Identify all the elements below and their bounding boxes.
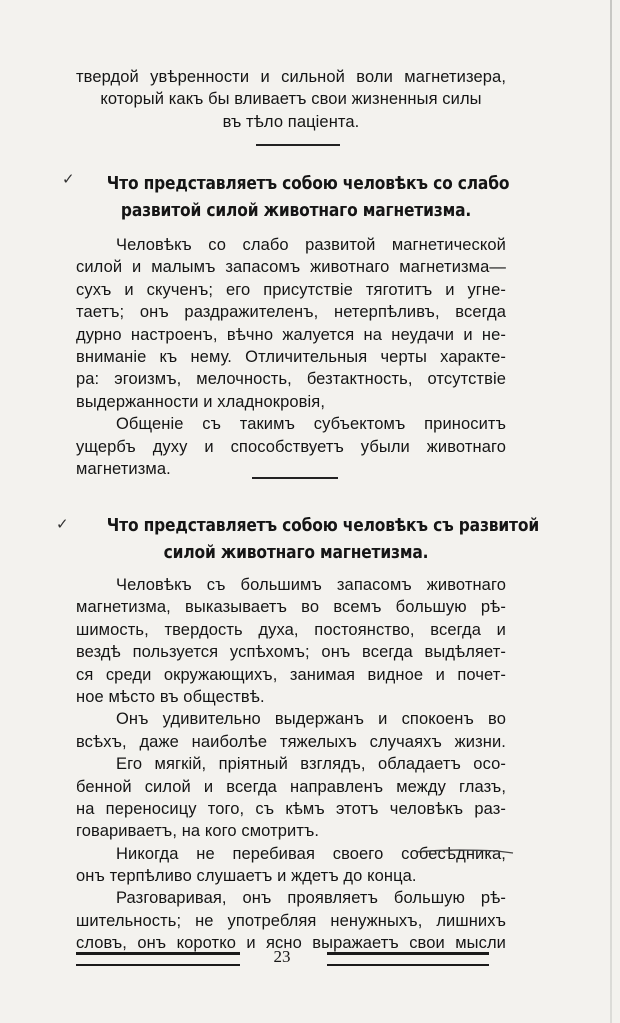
section2-body	[76, 574, 506, 955]
section2-title	[106, 512, 540, 566]
text-line: Общенiе съ такимъ субъектомъ приноситъ	[116, 415, 506, 434]
footer-rule-right	[327, 952, 489, 966]
text-line: вездѣ пользуется успѣхомъ; онъ всегда выдѣляет-	[76, 643, 506, 662]
pencil-underline	[415, 846, 515, 856]
text-line: Человѣкъ съ большимъ запасомъ животнаго	[116, 576, 506, 594]
pencil-check-mark: ✓	[56, 515, 69, 533]
text-line: онъ терпѣливо слушаетъ и ждетъ до конца.	[76, 867, 417, 886]
text-line: дурно настроенъ, вѣчно жалуется на неудачи и не-	[76, 325, 506, 344]
text-line: ся среди окружающихъ, занимая видное и почет-	[76, 665, 506, 684]
section-divider	[252, 477, 338, 479]
text-line: твердой увѣренности и сильной воли магнетизера,	[76, 68, 506, 86]
text-line: ра: эгоизмъ, мелочность, безтактность, отсутствiе	[76, 370, 506, 389]
text-line: Никогда не перебивая своего собесѣдника,	[116, 844, 506, 863]
section1-title	[106, 170, 510, 224]
text-line: говариваетъ, на кого смотритъ.	[76, 822, 320, 841]
text-line: который какъ бы вливаетъ свои жизненныя силы	[100, 90, 482, 109]
footer-rule-left	[76, 952, 240, 966]
text-line: словъ, онъ коротко и ясно выражаетъ свои мысли	[76, 934, 506, 953]
text-line: Разговаривая, онъ проявляетъ большую рѣ-	[116, 889, 506, 908]
text-line: выдержанности и хладнокровiя,	[76, 392, 326, 411]
text-line: силой и малымъ запасомъ животнаго магнетизма—	[76, 258, 506, 277]
pencil-check-mark: ✓	[62, 170, 75, 188]
title-line: Что представляетъ собою человѣкъ со слабо	[106, 173, 510, 194]
text-line: шимость, твердость духа, постоянство, всегда и	[76, 620, 506, 639]
text-line: всѣхъ, даже наиболѣе тяжелыхъ случаяхъ жизни.	[76, 732, 506, 751]
text-line: вниманiе къ нему. Отличительныя черты характе-	[76, 347, 506, 366]
text-line: Человѣкъ со слабо развитой магнетической	[116, 236, 506, 254]
text-line: шительность; не употребляя ненужныхъ, лишнихъ	[76, 911, 506, 930]
title-line: развитой силой животнаго магнетизма.	[120, 200, 472, 221]
text-line: Его мягкiй, прiятный взглядъ, обладаетъ осо-	[116, 755, 506, 774]
text-line: бенной силой и всегда направленъ между глазъ,	[76, 777, 506, 796]
text-line: въ тѣло пацiента.	[222, 112, 360, 131]
section-divider	[256, 144, 340, 146]
intro-paragraph	[76, 66, 506, 133]
text-line: таетъ; онъ раздражителенъ, нетерпѣливъ, всегда	[76, 303, 506, 322]
page-edge	[610, 0, 612, 1023]
text-line: ущербъ духу и способствуетъ убыли животнаго	[76, 437, 506, 456]
text-line: магнетизма.	[76, 459, 171, 478]
title-line: силой животнаго магнетизма.	[163, 542, 429, 563]
page-number: 23	[273, 947, 291, 966]
text-line: Онъ удивительно выдержанъ и спокоенъ во	[116, 710, 506, 729]
section1-body	[76, 234, 506, 480]
text-line: сухъ и скученъ; его присутствiе тяготитъ и угне-	[76, 280, 506, 299]
text-line: ное мѣсто въ обществѣ.	[76, 687, 265, 706]
title-line: Что представляетъ собою человѣкъ съ развитой	[106, 515, 540, 536]
text-line: магнетизма, выказываетъ во всемъ большую рѣ-	[76, 598, 506, 617]
text-line: на переносицу того, съ кѣмъ этотъ человѣкъ раз-	[76, 799, 506, 818]
